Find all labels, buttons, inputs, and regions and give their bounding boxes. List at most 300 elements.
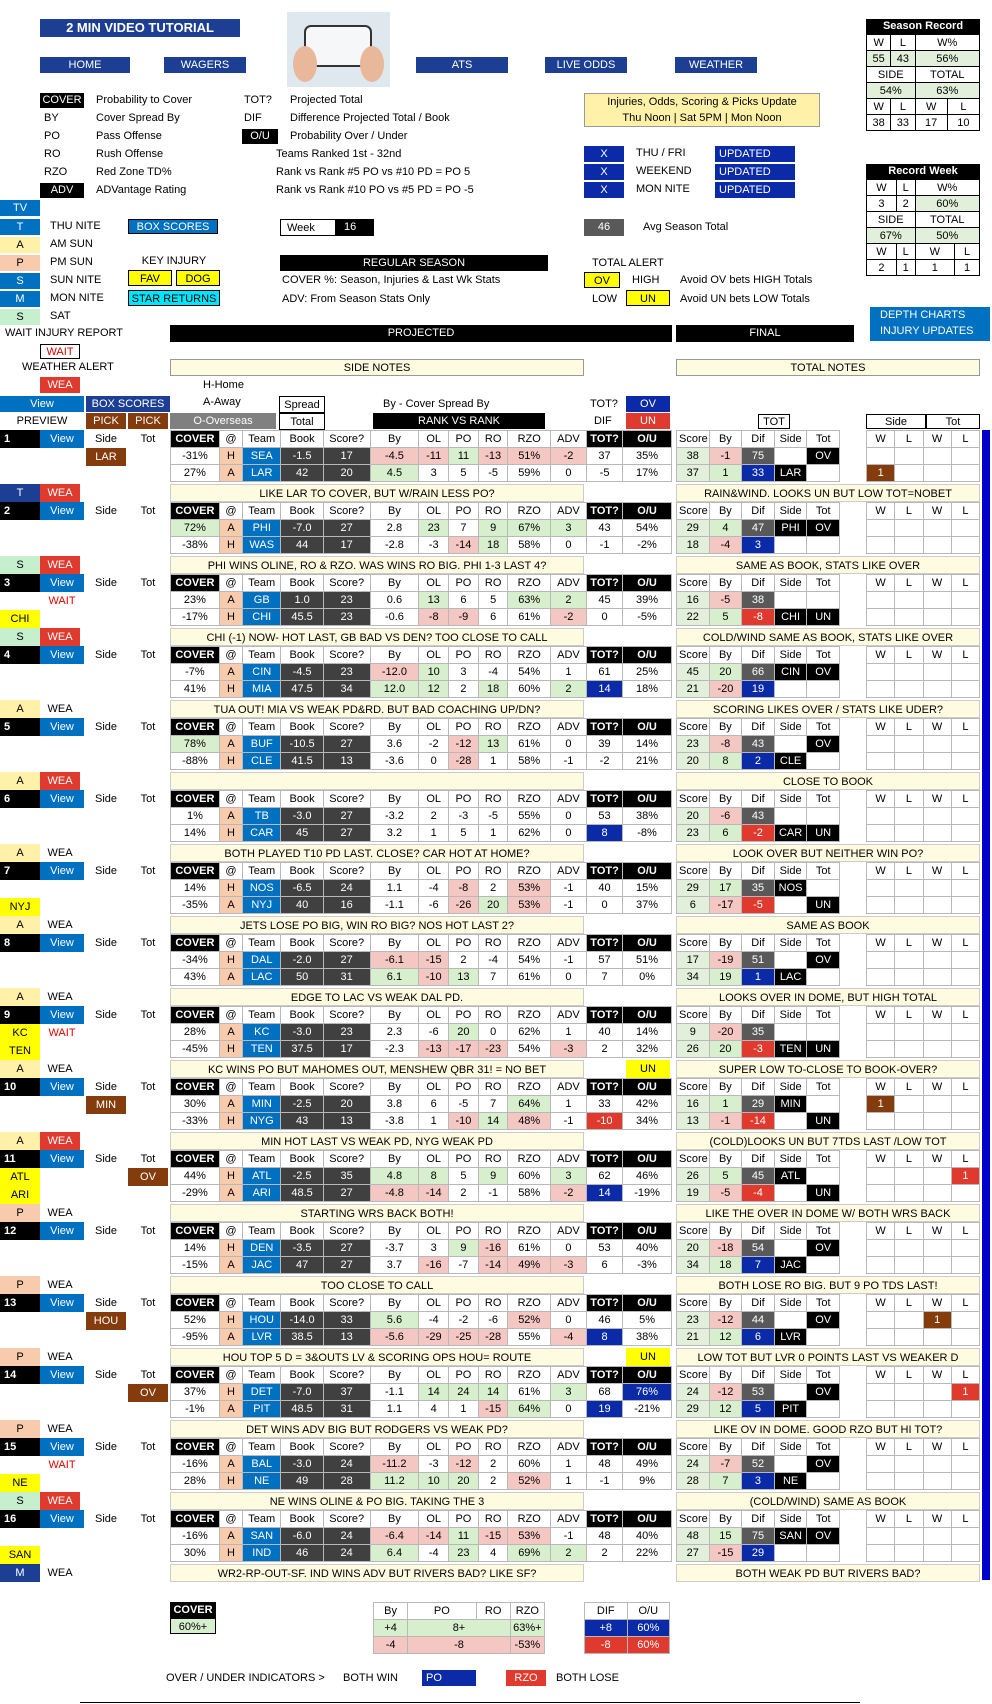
- avg-total-value: 46: [584, 219, 624, 236]
- final-header: By: [709, 1439, 742, 1456]
- proj-cell: A: [219, 520, 242, 537]
- view-link[interactable]: View: [40, 1150, 84, 1168]
- proj-cell: 7: [449, 520, 479, 537]
- wl-cell: [895, 1096, 923, 1113]
- game-number: 14: [0, 1366, 40, 1384]
- view-link[interactable]: View: [40, 862, 84, 880]
- proj-header: TOT?: [587, 1079, 623, 1096]
- proj-header: Score?: [323, 431, 370, 448]
- view-link[interactable]: View: [40, 1222, 84, 1240]
- final-header: Score: [677, 1223, 710, 1240]
- final-header: Score: [677, 1439, 710, 1456]
- proj-cell: A: [219, 1185, 242, 1202]
- proj-cell: 2: [449, 952, 479, 969]
- proj-cell: 53%: [508, 880, 550, 897]
- final-cell: [774, 1113, 807, 1130]
- wl-header: L: [951, 719, 979, 736]
- proj-header: COVER: [171, 863, 220, 880]
- final-cell: OV: [807, 1312, 840, 1329]
- wl-header: W: [867, 1439, 895, 1456]
- proj-cell: 9: [449, 1240, 479, 1257]
- season-record: [866, 19, 980, 131]
- wl-cell: [867, 1456, 895, 1473]
- proj-cell: 35: [323, 1168, 370, 1185]
- proj-cell: 60%: [508, 1456, 550, 1473]
- final-cell: 29: [742, 1545, 775, 1562]
- final-cell: 38: [742, 592, 775, 609]
- view-link[interactable]: View: [40, 646, 84, 664]
- total-note: RAIN&WIND. LOOKS UN BUT LOW TOT=NOBET: [676, 484, 980, 502]
- proj-header: RZO: [508, 431, 550, 448]
- proj-header: OL: [419, 1151, 449, 1168]
- update-schedule: [584, 93, 820, 127]
- final-cell: 47: [742, 520, 775, 537]
- wl-cell: [923, 1329, 951, 1346]
- proj-cell: 63%: [508, 592, 550, 609]
- wl-cell: [951, 1041, 979, 1058]
- proj-cell: -16: [478, 1240, 508, 1257]
- proj-cell: -10.5: [281, 736, 323, 753]
- wl-cell: [867, 1041, 895, 1058]
- final-header: Score: [677, 1511, 710, 1528]
- proj-header: PO: [449, 431, 479, 448]
- wl-header: L: [951, 431, 979, 448]
- view-link[interactable]: View: [40, 1510, 84, 1528]
- final-cell: 1: [709, 1096, 742, 1113]
- nav-wagers-button[interactable]: WAGERS: [164, 57, 246, 73]
- final-cell: [807, 808, 840, 825]
- proj-header: O/U: [623, 935, 672, 952]
- final-header: Side: [774, 863, 807, 880]
- nav-home-button[interactable]: HOME: [40, 57, 130, 73]
- proj-cell: -2: [550, 448, 586, 465]
- proj-header: ADV: [550, 1151, 586, 1168]
- wl-cell: [867, 1329, 895, 1346]
- wl-cell: [867, 592, 895, 609]
- wl-cell: [923, 897, 951, 914]
- depth-charts-button[interactable]: [870, 307, 990, 341]
- proj-cell: 14%: [171, 1240, 220, 1257]
- record-side-header: Side: [866, 414, 926, 429]
- total-note: BOTH LOSE RO BIG. BUT 9 PO TDS LAST!: [676, 1276, 980, 1294]
- proj-header: COVER: [171, 1079, 220, 1096]
- proj-cell: BUF: [243, 736, 281, 753]
- proj-cell: -1: [587, 537, 623, 554]
- tv-slot-label: MON NITE: [50, 292, 104, 304]
- side-note: PHI WINS OLINE, RO & RZO. WAS WINS RO BIG. PHI 1-3 LAST 4?: [170, 556, 584, 574]
- final-cell: 7: [709, 1473, 742, 1490]
- proj-cell: 27: [323, 1240, 370, 1257]
- proj-cell: 20: [323, 1096, 370, 1113]
- weather-flag: WEA: [40, 772, 80, 790]
- proj-cell: 53: [587, 808, 623, 825]
- wl-cell: [923, 1473, 951, 1490]
- proj-cell: -3: [419, 1456, 449, 1473]
- wl-cell: [923, 537, 951, 554]
- proj-cell: 9%: [623, 1473, 672, 1490]
- view-link[interactable]: View: [40, 1366, 84, 1384]
- proj-cell: 39: [587, 736, 623, 753]
- proj-cell: H: [219, 1312, 242, 1329]
- proj-header: Book: [281, 1295, 323, 1312]
- proj-header: By: [370, 935, 419, 952]
- proj-cell: 1: [550, 1024, 586, 1041]
- view-link[interactable]: View: [40, 1438, 84, 1456]
- proj-cell: 5.6: [370, 1312, 419, 1329]
- proj-cell: 2.8: [370, 520, 419, 537]
- rw-v: 3: [867, 196, 897, 212]
- proj-header: By: [370, 1511, 419, 1528]
- proj-header: OL: [419, 1079, 449, 1096]
- rw-v: 50%: [915, 228, 979, 244]
- phone-hands-icon: [287, 12, 390, 87]
- wl-header: L: [951, 1367, 979, 1384]
- wl-header: W: [867, 1367, 895, 1384]
- proj-cell: -2: [550, 609, 586, 626]
- wl-header: L: [895, 1079, 923, 1096]
- rw-h: L: [896, 244, 915, 260]
- rw-v: 2: [896, 196, 915, 212]
- final-cell: OV: [807, 448, 840, 465]
- final-cell: -5: [742, 897, 775, 914]
- proj-cell: 47.5: [281, 681, 323, 698]
- game-number: 4: [0, 646, 40, 664]
- box-scores-key[interactable]: BOX SCORES: [128, 219, 218, 234]
- proj-cell: IND: [243, 1545, 281, 1562]
- proj-cell: 27: [323, 808, 370, 825]
- wl-header: L: [895, 431, 923, 448]
- dif-label: DIF: [594, 415, 612, 427]
- proj-cell: CHI: [243, 609, 281, 626]
- side-note: CHI (-1) NOW- HOT LAST, GB BAD VS DEN? TOO CLOSE TO CALL: [170, 628, 584, 646]
- wl-cell: [867, 1545, 895, 1562]
- final-cell: 5: [709, 1168, 742, 1185]
- wl-header: W: [867, 1511, 895, 1528]
- proj-cell: 78%: [171, 736, 220, 753]
- proj-header: By: [370, 1079, 419, 1096]
- final-cell: [774, 1456, 807, 1473]
- proj-header: Team: [243, 791, 281, 808]
- tv: +4: [374, 1620, 408, 1637]
- final-bar: FINAL: [676, 325, 854, 342]
- wl-cell: [923, 969, 951, 986]
- proj-cell: 10: [419, 1473, 449, 1490]
- proj-cell: H: [219, 1240, 242, 1257]
- proj-cell: 38.5: [281, 1329, 323, 1346]
- projected-table: [170, 502, 672, 554]
- final-cell: [807, 592, 840, 609]
- proj-cell: 27: [323, 1185, 370, 1202]
- proj-cell: -2.0: [281, 952, 323, 969]
- final-cell: 52: [742, 1456, 775, 1473]
- final-cell: CHI: [774, 609, 807, 626]
- proj-header: OL: [419, 791, 449, 808]
- proj-cell: -88%: [171, 753, 220, 770]
- wl-cell: [923, 465, 951, 482]
- proj-header: PO: [449, 935, 479, 952]
- proj-cell: 40%: [623, 1528, 672, 1545]
- legend-key: BY: [44, 112, 59, 124]
- proj-cell: -25: [449, 1329, 479, 1346]
- view-link[interactable]: View: [40, 1078, 84, 1096]
- proj-cell: PIT: [243, 1401, 281, 1418]
- side-pick: MIN: [86, 1096, 126, 1114]
- proj-cell: -33%: [171, 1113, 220, 1130]
- proj-header: @: [219, 1511, 242, 1528]
- proj-cell: 2: [419, 808, 449, 825]
- proj-cell: 57: [587, 952, 623, 969]
- wl-cell: [895, 808, 923, 825]
- proj-cell: 27%: [171, 465, 220, 482]
- view-link[interactable]: View: [40, 502, 84, 520]
- wl-cell: [867, 1473, 895, 1490]
- legend-key: DIF: [244, 112, 262, 124]
- final-header: By: [709, 431, 742, 448]
- update-mark: X: [584, 182, 624, 198]
- proj-cell: SAN: [243, 1528, 281, 1545]
- proj-header: TOT?: [587, 863, 623, 880]
- proj-cell: -14.0: [281, 1312, 323, 1329]
- view-link[interactable]: View: [40, 1294, 84, 1312]
- proj-header: RZO: [508, 1511, 550, 1528]
- sr-h: TOTAL: [915, 67, 979, 83]
- view-link[interactable]: View: [40, 574, 84, 592]
- projected-table: [170, 790, 672, 842]
- tot-pick-label: Tot: [140, 433, 156, 445]
- wl-cell: [951, 1257, 979, 1274]
- nav-live-odds-button[interactable]: LIVE ODDS: [545, 57, 627, 73]
- final-cell: 3: [742, 537, 775, 554]
- proj-cell: -29%: [171, 1185, 220, 1202]
- final-cell: 18: [709, 1257, 742, 1274]
- proj-cell: 58%: [508, 1185, 550, 1202]
- proj-header: Team: [243, 1439, 281, 1456]
- th: RO: [476, 1603, 510, 1620]
- tv-slot: S: [0, 556, 40, 574]
- proj-cell: 14%: [171, 825, 220, 842]
- proj-cell: H: [219, 1384, 242, 1401]
- tv-slot: A: [0, 988, 40, 1006]
- proj-header: By: [370, 863, 419, 880]
- view-link[interactable]: View: [40, 790, 84, 808]
- final-header: Dif: [742, 791, 775, 808]
- proj-cell: -6.0: [281, 1528, 323, 1545]
- proj-cell: -6.5: [281, 880, 323, 897]
- proj-cell: -1: [550, 897, 586, 914]
- proj-cell: 19: [587, 1401, 623, 1418]
- proj-cell: 42%: [623, 1096, 672, 1113]
- rw-h: W%: [915, 180, 979, 196]
- final-header: Score: [677, 863, 710, 880]
- side-note: TUA OUT! MIA VS WEAK PD&RD. BUT BAD COACHING UP/DN?: [170, 700, 584, 718]
- final-cell: 19: [742, 681, 775, 698]
- proj-header: Score?: [323, 503, 370, 520]
- threshold-cover-value: 60%+: [170, 1618, 216, 1634]
- proj-cell: 41.5: [281, 753, 323, 770]
- wl-cell: [951, 753, 979, 770]
- proj-cell: 28%: [171, 1024, 220, 1041]
- wl-cell: [895, 969, 923, 986]
- proj-cell: 47: [281, 1257, 323, 1274]
- proj-cell: -1: [550, 1113, 586, 1130]
- rw-v: 1: [915, 260, 955, 276]
- proj-cell: 64%: [508, 1096, 550, 1113]
- legend-text: Teams Ranked 1st - 32nd: [276, 148, 402, 160]
- final-header: Dif: [742, 1007, 775, 1024]
- wl-cell: [895, 1473, 923, 1490]
- legend-key: PO: [44, 130, 60, 142]
- final-header: Side: [774, 1511, 807, 1528]
- proj-cell: 13: [419, 592, 449, 609]
- final-cell: [774, 1240, 807, 1257]
- wl-header: W: [923, 647, 951, 664]
- update-mark: X: [584, 146, 624, 162]
- wl-cell: [923, 1384, 951, 1401]
- week-value: 16: [336, 219, 374, 236]
- proj-header: OL: [419, 1223, 449, 1240]
- wl-table: [866, 790, 980, 842]
- proj-header: PO: [449, 1367, 479, 1384]
- bottom-rule: [80, 1702, 860, 1703]
- wl-cell: [923, 1545, 951, 1562]
- proj-cell: 2.3: [370, 1024, 419, 1041]
- legend-text: Difference Projected Total / Book: [290, 112, 450, 124]
- wl-cell: [867, 825, 895, 842]
- wl-header: W: [923, 719, 951, 736]
- update-status: UPDATED: [715, 182, 795, 198]
- proj-cell: 62%: [508, 825, 550, 842]
- final-header: Side: [774, 1295, 807, 1312]
- final-header: By: [709, 1511, 742, 1528]
- proj-cell: 38%: [623, 1329, 672, 1346]
- proj-header: @: [219, 719, 242, 736]
- proj-cell: -3.2: [370, 808, 419, 825]
- wl-cell: [895, 609, 923, 626]
- proj-header: By: [370, 1151, 419, 1168]
- final-header: By: [709, 647, 742, 664]
- proj-cell: 40: [587, 1024, 623, 1041]
- proj-cell: H: [219, 609, 242, 626]
- proj-cell: 52%: [171, 1312, 220, 1329]
- wl-header: W: [923, 1079, 951, 1096]
- final-header: Tot: [807, 1007, 840, 1024]
- projected-bar: PROJECTED: [170, 325, 672, 342]
- th: RZO: [510, 1603, 544, 1620]
- proj-header: PO: [449, 1295, 479, 1312]
- side-note: [170, 772, 584, 790]
- final-cell: -1: [709, 1113, 742, 1130]
- wl-cell: [867, 1312, 895, 1329]
- tv: -8: [585, 1637, 628, 1654]
- proj-header: @: [219, 1439, 242, 1456]
- proj-cell: H: [219, 537, 242, 554]
- proj-cell: -4: [478, 664, 508, 681]
- ov-alert-text: Avoid OV bets HIGH Totals: [680, 274, 813, 286]
- view-link[interactable]: View: [40, 1006, 84, 1024]
- proj-cell: -1.1: [370, 1384, 419, 1401]
- final-cell: [807, 1024, 840, 1041]
- proj-cell: 61%: [508, 609, 550, 626]
- final-header: Dif: [742, 719, 775, 736]
- projected-table: [170, 574, 672, 626]
- final-header: Tot: [807, 1151, 840, 1168]
- side-pick-label: Side: [94, 1009, 118, 1021]
- wait-flag: WAIT: [48, 595, 76, 607]
- sr-h: W: [867, 35, 891, 51]
- weather-flag: WEA: [47, 1423, 73, 1435]
- proj-cell: -8: [449, 880, 479, 897]
- wl-cell: [923, 1041, 951, 1058]
- nav-ats-button[interactable]: ATS: [416, 57, 508, 73]
- proj-header: RO: [478, 575, 508, 592]
- proj-header: @: [219, 1295, 242, 1312]
- proj-header: ADV: [550, 791, 586, 808]
- legend-text: Rank vs Rank #10 PO vs #5 PD = PO -5: [276, 184, 474, 196]
- wl-header: L: [895, 1007, 923, 1024]
- tot-pick-label: Tot: [140, 865, 156, 877]
- video-tutorial-button[interactable]: 2 MIN VIDEO TUTORIAL: [40, 19, 240, 37]
- final-cell: [807, 1168, 840, 1185]
- final-cell: 5: [742, 1401, 775, 1418]
- sr-v: 38: [867, 115, 891, 131]
- proj-header: OL: [419, 575, 449, 592]
- wl-cell: [951, 808, 979, 825]
- wl-header: W: [867, 719, 895, 736]
- weather-flag: WEA: [47, 1351, 73, 1363]
- final-cell: -2: [742, 825, 775, 842]
- final-header: Score: [677, 1295, 710, 1312]
- nav-weather-button[interactable]: WEATHER: [675, 57, 757, 73]
- view-link[interactable]: View: [40, 718, 84, 736]
- game-number: 15: [0, 1438, 40, 1456]
- wl-header: W: [867, 431, 895, 448]
- tv-slot: P: [0, 1204, 40, 1222]
- view-link[interactable]: View: [40, 430, 84, 448]
- wl-cell: [951, 736, 979, 753]
- side-pick-label: Side: [94, 577, 118, 589]
- proj-cell: 6: [478, 609, 508, 626]
- wl-cell: [895, 1257, 923, 1274]
- final-header: Tot: [807, 1511, 840, 1528]
- proj-cell: -12: [449, 736, 479, 753]
- tutorial-thumbnail[interactable]: [287, 12, 390, 87]
- tv-slot-code: M: [0, 291, 40, 307]
- final-cell: 53: [742, 1384, 775, 1401]
- wl-table: [866, 646, 980, 698]
- proj-cell: 11.2: [370, 1473, 419, 1490]
- wl-cell: [923, 1113, 951, 1130]
- wl-cell: [895, 681, 923, 698]
- legend-key: COVER: [40, 93, 84, 108]
- wl-cell: [951, 1185, 979, 1202]
- wl-cell: [951, 1312, 979, 1329]
- view-link[interactable]: View: [40, 934, 84, 952]
- proj-cell: 6.4: [370, 1545, 419, 1562]
- proj-header: RO: [478, 719, 508, 736]
- final-cell: 34: [677, 969, 710, 986]
- total-note: LIKE OV IN DOME. GOOD RZO BUT HI TOT?: [676, 1420, 980, 1438]
- proj-cell: -4: [419, 1312, 449, 1329]
- proj-header: COVER: [171, 935, 220, 952]
- final-header: Dif: [742, 1295, 775, 1312]
- proj-header: PO: [449, 1223, 479, 1240]
- final-cell: 24: [677, 1384, 710, 1401]
- proj-cell: -4: [419, 1545, 449, 1562]
- wl-cell: [951, 880, 979, 897]
- proj-header: OL: [419, 1007, 449, 1024]
- final-cell: 19: [677, 1185, 710, 1202]
- final-cell: LAR: [774, 465, 807, 482]
